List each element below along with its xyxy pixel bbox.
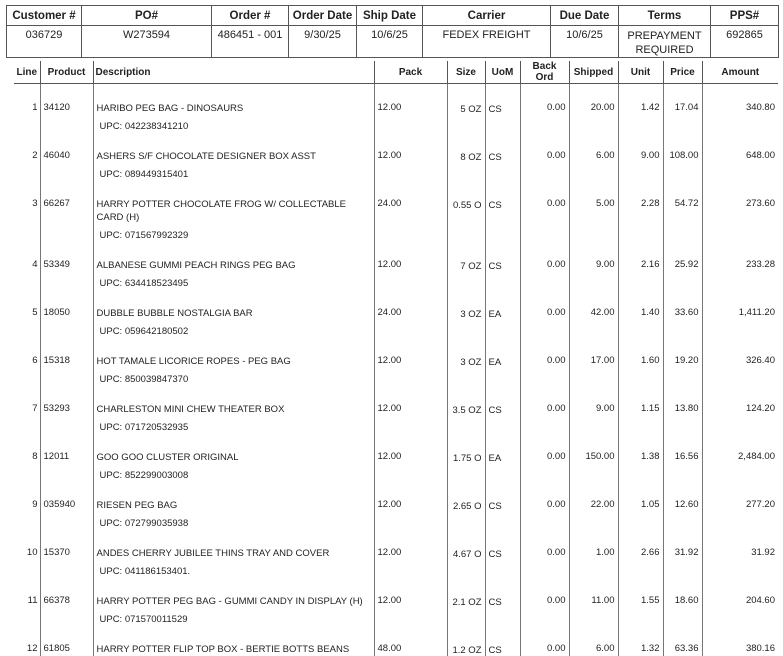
size-value: 1.75 O — [447, 433, 485, 481]
unit-value: 1.40 — [618, 289, 663, 337]
item-description — [93, 84, 374, 133]
back-ord-value: 0.00 — [520, 132, 569, 180]
size-value: 2.65 O — [447, 481, 485, 529]
table-row — [14, 241, 778, 289]
product-code: 15318 — [40, 337, 93, 385]
unit-value: 1.38 — [618, 433, 663, 481]
description-text: DUBBLE BUBBLE NOSTALGIA BAR — [97, 307, 371, 320]
price-value: 54.72 — [663, 180, 702, 241]
unit-value: 9.00 — [618, 132, 663, 180]
uom-value: EA — [485, 289, 520, 337]
table-row — [14, 481, 778, 529]
amount-value: 326.40 — [702, 337, 778, 385]
due-date-label: Due Date — [551, 6, 619, 26]
unit-value: 1.15 — [618, 385, 663, 433]
shipped-value: 6.00 — [569, 625, 618, 656]
upc-text: UPC: 059642180502 — [97, 326, 371, 337]
size-value: 5 OZ — [447, 84, 485, 133]
uom-value: CS — [485, 132, 520, 180]
size-value: 1.2 OZ — [447, 625, 485, 656]
pack-value: 12.00 — [374, 529, 447, 577]
back-ord-value: 0.00 — [520, 433, 569, 481]
price-value: 13.80 — [663, 385, 702, 433]
description-text: HARRY POTTER PEG BAG - GUMMI CANDY IN DISPLAY (H) — [97, 595, 371, 608]
upc-text: UPC: 042238341210 — [97, 121, 371, 132]
table-row — [14, 84, 778, 133]
item-description — [93, 241, 374, 289]
price-value: 108.00 — [663, 132, 702, 180]
col-uom: UoM — [485, 61, 520, 84]
line-number: 1 — [14, 84, 40, 133]
upc-text: UPC: 071720532935 — [97, 422, 371, 433]
item-description — [93, 385, 374, 433]
col-size: Size — [447, 61, 485, 84]
product-code: 34120 — [40, 84, 93, 133]
pps-number-value: 692865 — [711, 26, 779, 58]
shipped-value: 11.00 — [569, 577, 618, 625]
amount-value: 277.20 — [702, 481, 778, 529]
price-value: 31.92 — [663, 529, 702, 577]
shipped-value: 1.00 — [569, 529, 618, 577]
shipped-value: 17.00 — [569, 337, 618, 385]
pack-value: 12.00 — [374, 481, 447, 529]
upc-text: UPC: 852299003008 — [97, 470, 371, 481]
price-value: 63.36 — [663, 625, 702, 656]
shipped-value: 42.00 — [569, 289, 618, 337]
unit-value: 1.60 — [618, 337, 663, 385]
item-description — [93, 180, 374, 241]
description-text: HARIBO PEG BAG - DINOSAURS — [97, 102, 371, 115]
product-code: 12011 — [40, 433, 93, 481]
unit-value: 2.28 — [618, 180, 663, 241]
item-description — [93, 577, 374, 625]
shipped-value: 9.00 — [569, 385, 618, 433]
upc-text: UPC: 071567992329 — [97, 230, 371, 241]
line-items-table — [14, 61, 778, 656]
back-ord-value: 0.00 — [520, 529, 569, 577]
table-row — [14, 180, 778, 241]
description-text: HARRY POTTER CHOCOLATE FROG W/ COLLECTABLE CARD (H) — [97, 198, 371, 224]
pack-value: 12.00 — [374, 84, 447, 133]
amount-value: 124.20 — [702, 385, 778, 433]
description-text: HOT TAMALE LICORICE ROPES - PEG BAG — [97, 355, 371, 368]
line-number: 8 — [14, 433, 40, 481]
unit-value: 2.66 — [618, 529, 663, 577]
shipped-value: 6.00 — [569, 132, 618, 180]
size-value: 8 OZ — [447, 132, 485, 180]
product-code: 18050 — [40, 289, 93, 337]
uom-value: CS — [485, 529, 520, 577]
pack-value: 24.00 — [374, 180, 447, 241]
amount-value: 340.80 — [702, 84, 778, 133]
pack-value: 24.00 — [374, 289, 447, 337]
item-description — [93, 289, 374, 337]
line-number: 7 — [14, 385, 40, 433]
uom-value: CS — [485, 481, 520, 529]
table-row — [14, 337, 778, 385]
back-ord-value: 0.00 — [520, 577, 569, 625]
carrier-value: FEDEX FREIGHT — [423, 26, 551, 58]
shipped-value: 150.00 — [569, 433, 618, 481]
price-value: 18.60 — [663, 577, 702, 625]
product-code: 53349 — [40, 241, 93, 289]
col-description: Description — [93, 61, 374, 84]
col-price: Price — [663, 61, 702, 84]
line-number: 6 — [14, 337, 40, 385]
back-ord-value: 0.00 — [520, 289, 569, 337]
uom-value: CS — [485, 625, 520, 656]
uom-value: CS — [485, 385, 520, 433]
size-value: 3 OZ — [447, 289, 485, 337]
product-code: 53293 — [40, 385, 93, 433]
order-number-label: Order # — [212, 6, 289, 26]
table-row — [14, 529, 778, 577]
due-date-value: 10/6/25 — [551, 26, 619, 58]
description-text: RIESEN PEG BAG — [97, 499, 371, 512]
upc-text: UPC: 850039847370 — [97, 374, 371, 385]
terms-label: Terms — [619, 6, 711, 26]
item-description — [93, 625, 374, 656]
upc-text: UPC: 089449315401 — [97, 169, 371, 180]
col-unit: Unit — [618, 61, 663, 84]
col-pack: Pack — [374, 61, 447, 84]
uom-value: EA — [485, 433, 520, 481]
product-code: 035940 — [40, 481, 93, 529]
col-product: Product — [40, 61, 93, 84]
line-number: 9 — [14, 481, 40, 529]
product-code: 66267 — [40, 180, 93, 241]
pack-value: 12.00 — [374, 337, 447, 385]
size-value: 2.1 OZ — [447, 577, 485, 625]
line-number: 10 — [14, 529, 40, 577]
back-ord-value: 0.00 — [520, 241, 569, 289]
po-number-value: W273594 — [82, 26, 212, 58]
unit-value: 1.05 — [618, 481, 663, 529]
item-description — [93, 337, 374, 385]
pack-value: 12.00 — [374, 385, 447, 433]
line-items-body — [14, 84, 778, 656]
amount-value: 1,411.20 — [702, 289, 778, 337]
upc-text: UPC: 041186153401. — [97, 566, 371, 577]
amount-value: 204.60 — [702, 577, 778, 625]
back-ord-value: 0.00 — [520, 625, 569, 656]
uom-value: CS — [485, 180, 520, 241]
upc-text: UPC: 072799035938 — [97, 518, 371, 529]
col-shipped: Shipped — [569, 61, 618, 84]
pack-value: 12.00 — [374, 132, 447, 180]
table-row — [14, 577, 778, 625]
item-description — [93, 529, 374, 577]
uom-value: EA — [485, 337, 520, 385]
col-line: Line — [14, 61, 40, 84]
product-code: 61805 — [40, 625, 93, 656]
price-value: 12.60 — [663, 481, 702, 529]
product-code: 66378 — [40, 577, 93, 625]
pack-value: 12.00 — [374, 577, 447, 625]
order-number-value: 486451 - 001 — [212, 26, 289, 58]
ship-date-value: 10/6/25 — [357, 26, 423, 58]
unit-value: 2.16 — [618, 241, 663, 289]
item-description — [93, 481, 374, 529]
back-ord-value: 0.00 — [520, 337, 569, 385]
price-value: 19.20 — [663, 337, 702, 385]
amount-value: 380.16 — [702, 625, 778, 656]
ship-date-label: Ship Date — [357, 6, 423, 26]
product-code: 46040 — [40, 132, 93, 180]
order-date-label: Order Date — [289, 6, 357, 26]
table-row — [14, 625, 778, 656]
back-ord-value: 0.00 — [520, 385, 569, 433]
unit-value: 1.32 — [618, 625, 663, 656]
size-value: 0.55 O — [447, 180, 485, 241]
line-number: 5 — [14, 289, 40, 337]
price-value: 16.56 — [663, 433, 702, 481]
col-amount: Amount — [702, 61, 778, 84]
line-number: 3 — [14, 180, 40, 241]
amount-value: 273.60 — [702, 180, 778, 241]
carrier-label: Carrier — [423, 6, 551, 26]
uom-value: CS — [485, 241, 520, 289]
description-text: ALBANESE GUMMI PEACH RINGS PEG BAG — [97, 259, 371, 272]
uom-value: CS — [485, 577, 520, 625]
pack-value: 12.00 — [374, 241, 447, 289]
shipped-value: 20.00 — [569, 84, 618, 133]
customer-number-label: Customer # — [7, 6, 82, 26]
pack-value: 12.00 — [374, 433, 447, 481]
table-row — [14, 433, 778, 481]
terms-value — [619, 26, 711, 58]
back-ord-value: 0.00 — [520, 180, 569, 241]
price-value: 25.92 — [663, 241, 702, 289]
item-description — [93, 433, 374, 481]
amount-value: 2,484.00 — [702, 433, 778, 481]
size-value: 4.67 O — [447, 529, 485, 577]
amount-value: 31.92 — [702, 529, 778, 577]
pps-number-label: PPS# — [711, 6, 779, 26]
pack-value: 48.00 — [374, 625, 447, 656]
customer-number-value: 036729 — [7, 26, 82, 58]
price-value: 33.60 — [663, 289, 702, 337]
table-row — [14, 132, 778, 180]
po-number-label: PO# — [82, 6, 212, 26]
col-back-ord: Back Ord — [520, 61, 569, 84]
line-number: 12 — [14, 625, 40, 656]
upc-text: UPC: 071570011529 — [97, 614, 371, 625]
description-text: HARRY POTTER FLIP TOP BOX - BERTIE BOTTS BEANS — [97, 643, 371, 656]
uom-value: CS — [485, 84, 520, 133]
description-text: ASHERS S/F CHOCOLATE DESIGNER BOX ASST — [97, 150, 371, 163]
line-number: 2 — [14, 132, 40, 180]
line-number: 11 — [14, 577, 40, 625]
product-code: 15370 — [40, 529, 93, 577]
amount-value: 648.00 — [702, 132, 778, 180]
size-value: 7 OZ — [447, 241, 485, 289]
description-text: CHARLESTON MINI CHEW THEATER BOX — [97, 403, 371, 416]
order-header-table — [6, 5, 779, 58]
order-date-value: 9/30/25 — [289, 26, 357, 58]
table-row — [14, 385, 778, 433]
amount-value: 233.28 — [702, 241, 778, 289]
shipped-value: 22.00 — [569, 481, 618, 529]
shipped-value: 5.00 — [569, 180, 618, 241]
unit-value: 1.42 — [618, 84, 663, 133]
unit-value: 1.55 — [618, 577, 663, 625]
description-text: ANDES CHERRY JUBILEE THINS TRAY AND COVER — [97, 547, 371, 560]
table-row — [14, 289, 778, 337]
item-description — [93, 132, 374, 180]
line-number: 4 — [14, 241, 40, 289]
upc-text: UPC: 634418523495 — [97, 278, 371, 289]
back-ord-value: 0.00 — [520, 84, 569, 133]
price-value: 17.04 — [663, 84, 702, 133]
size-value: 3 OZ — [447, 337, 485, 385]
terms-line-2: REQUIRED — [635, 44, 693, 56]
shipped-value: 9.00 — [569, 241, 618, 289]
back-ord-value: 0.00 — [520, 481, 569, 529]
terms-line-1: PREPAYMENT — [627, 30, 701, 42]
size-value: 3.5 OZ — [447, 385, 485, 433]
description-text: GOO GOO CLUSTER ORIGINAL — [97, 451, 371, 464]
